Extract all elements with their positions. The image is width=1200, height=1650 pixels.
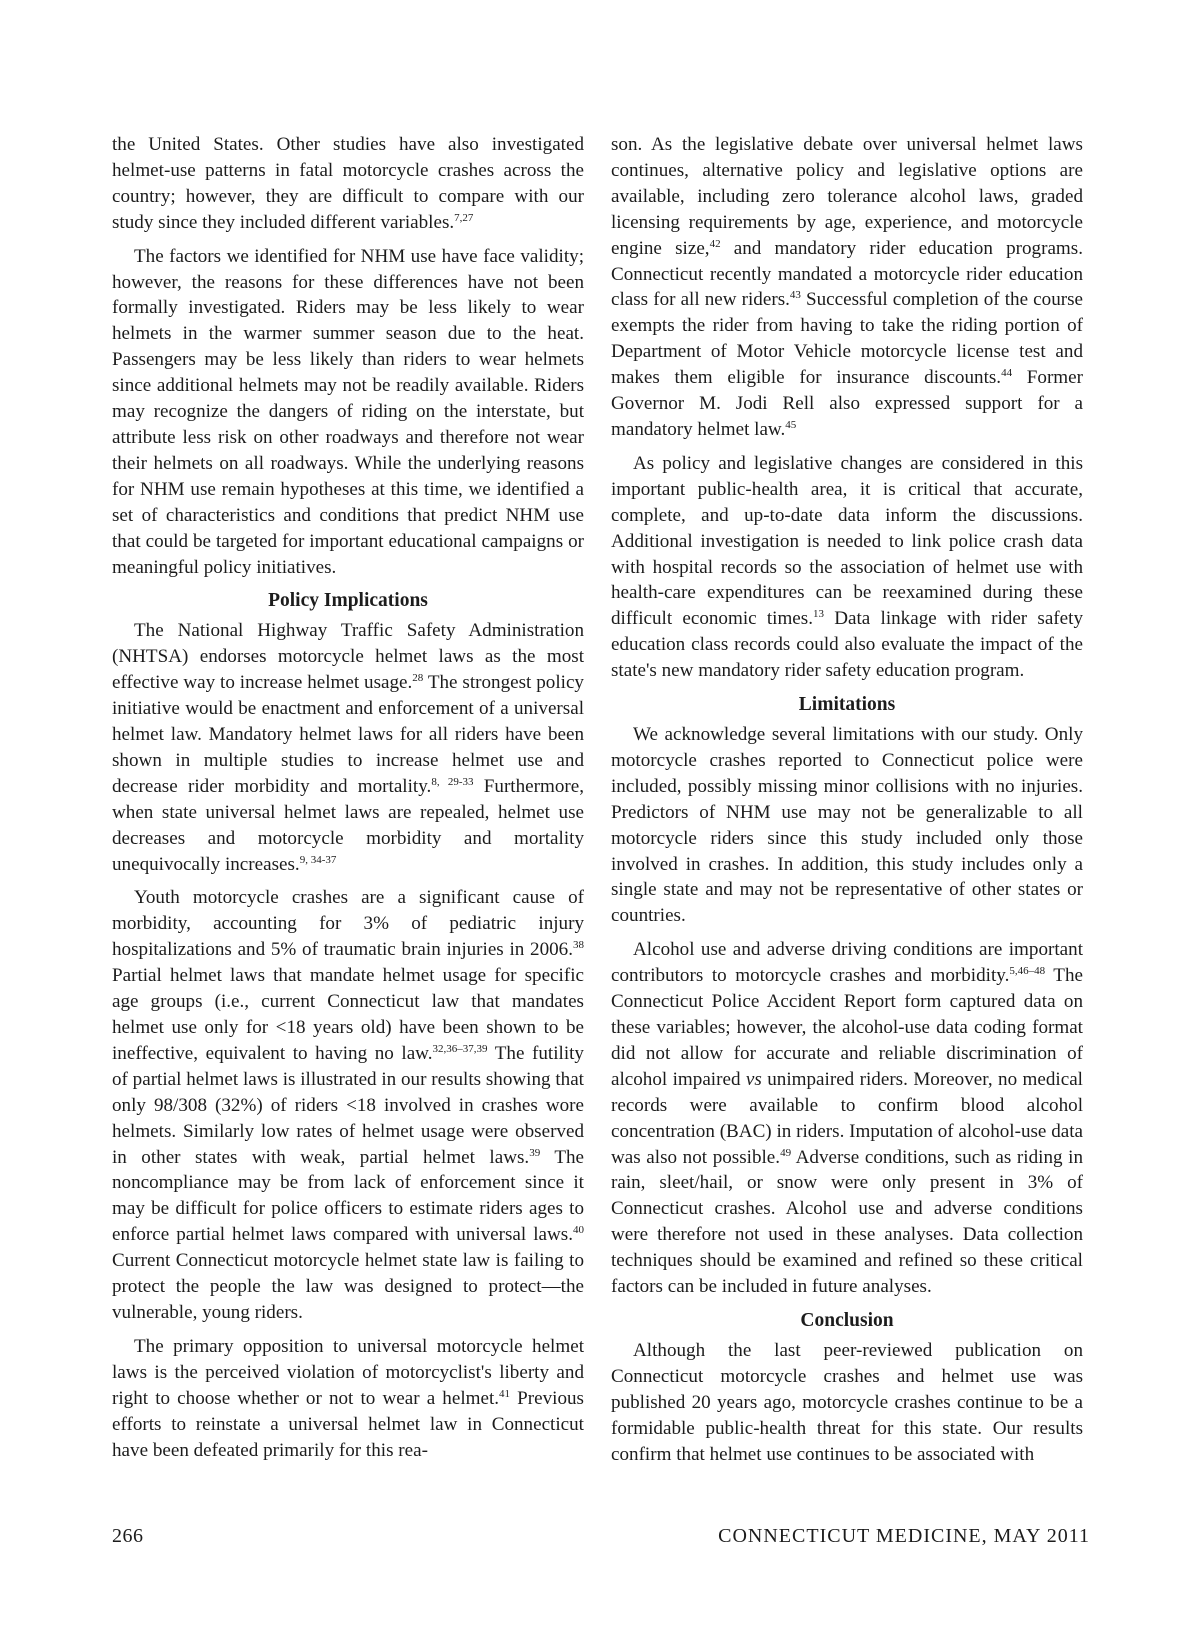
citation: 9, 34-37 bbox=[299, 853, 337, 866]
right-column bbox=[611, 132, 1083, 1476]
citation: 49 bbox=[780, 1146, 792, 1159]
paragraph: The primary opposition to universal motorcycle helmet laws is the perceived violation of motorcyclist's liberty and right to choose whether or not to wear a helmet.$^{41}$ Previous efforts to reinstate a universal helmet law in Connecticut have been defeated primarily for this rea- bbox=[112, 1335, 584, 1461]
citation: 42 bbox=[709, 237, 721, 250]
citation: 43 bbox=[789, 289, 801, 302]
section-heading-limitations: Limitations bbox=[798, 694, 896, 716]
citation: 13 bbox=[813, 608, 824, 621]
citation: 40 bbox=[573, 1224, 584, 1237]
citation: 28 bbox=[412, 672, 424, 685]
citation: 44 bbox=[1001, 367, 1013, 380]
page-number: 266 bbox=[112, 1525, 144, 1547]
citation: 5,46–48 bbox=[1009, 965, 1046, 978]
citation: 41 bbox=[499, 1387, 511, 1400]
left-column bbox=[112, 132, 584, 1471]
paragraph: The National Highway Traffic Safety Administration (NHTSA) endorses motorcycle helmet laws as the most effective way to increase helmet usage.$^{28}$ The strongest policy initiative would be enactment and enforcement of a universal helmet law. Mandatory helmet laws for all riders have been shown in multiple studies to increase helmet use and decrease rider morbidity and mortality.$^{8, 29-33}$ Furthermore, when state universal helmet laws are repealed, helmet use decreases and motorcycle morbidity and mortality unequivocally increases.$^{9, 34-37}$ bbox=[112, 620, 584, 875]
paragraph: Youth motorcycle crashes are a significant cause of morbidity, accounting for 3% of pediatric injury hospitalizations and 5% of traumatic brain injuries in 2006.38 Partial helmet laws that mandate helmet usage for specific age groups (i.e., current Connecticut law that mandates helmet use only for <18 years old) have been shown to be ineffective, equivalent to having no law.$^{32,36-37,39}$ The futility of partial helmet laws is illustrated in our results showing that only 98/308 (32%) of riders <18 involved in crashes wore helmets. Similarly low rates of helmet usage were observed in other states with weak, partial helmet laws.$^{39}$ The noncompliance may be from lack of enforcement since it may be difficult for police officers to estimate riders ages to enforce partial helmet laws compared with universal laws.$^{40}$ Current Connecticut motorcycle helmet state law is failing to protect the people the law was designed to protect—the vulnerable, young riders. bbox=[112, 887, 584, 1323]
paragraph: Alcohol use and adverse driving conditions are important contributors to motorcycle crashes and morbidity.$^{5,46-48}$ The Connecticut Police Accident Report form captured data on these variables; however, the alcohol-use data coding format did not allow for accurate and reliable discrimination of alcohol impaired vs unimpaired riders. Moreover, no medical records were available to confirm blood alcohol concentration (BAC) in riders. Imputation of alcohol-use data was also not possible.$^{49}$ Adverse conditions, such as riding in rain, sleet/hail, or snow were only present in 3% of Connecticut crashes. Alcohol use and adverse conditions were therefore not used in these analyses. Data collection techniques should be examined and refined so these critical factors can be included in future analyses. bbox=[611, 939, 1084, 1298]
citation: 32,36–37,39 bbox=[432, 1042, 488, 1055]
section-heading-conclusion: Conclusion bbox=[800, 1309, 894, 1331]
paragraph: son. As the legislative debate over universal helmet laws continues, alternative policy and legislative options are available, including zero tolerance alcohol laws, graded licensing requirements by age, experience, and motorcycle engine size,$^{42}$ and mandatory rider education programs. Connecticut recently mandated a motorcycle rider education class for all new riders.$^{43}$ Successful completion of the course exempts the rider from having to take the riding portion of Department of Motor Vehicle motorcycle license test and makes them eligible for insurance discounts.$^{44}$ Former Governor M. Jodi Rell also expressed support for a mandatory helmet law.$^{45}$ bbox=[611, 134, 1083, 440]
paragraph: The factors we identified for NHM use have face validity; however, the reasons for these differences have not been formally investigated. Riders may be less likely to wear helmets in the warmer summer season due to the heat. Passengers may be less likely than riders to wear helmets since additional helmets may not be readily available. Riders may recognize the dangers of riding on the interstate, but attribute less risk on other roadways and therefore not wear their helmets on all roadways. While the underlying reasons for NHM use remain hypotheses at this time, we identified a set of characteristics and conditions that predict NHM use that could be targeted for important educational campaigns or meaningful policy initiatives. bbox=[112, 245, 584, 578]
citation: 38 bbox=[573, 939, 584, 952]
citation: 39 bbox=[529, 1146, 541, 1159]
citation: 45 bbox=[785, 418, 797, 431]
paragraph: We acknowledge several limitations with our study. Only motorcycle crashes reported to Connecticut police were included, possibly missing minor collisions with no injuries. Predictors of NHM use may not be generalizable to all motorcycle riders since this study included only those involved in crashes. In addition, this study includes only a single state and may not be representative of other states or countries. bbox=[611, 724, 1083, 927]
paragraph: the United States. Other studies have also investigated helmet-use patterns in fatal motorcycle crashes across the country; however, they are difficult to compare with our study since they included different variables.$^{7,27}$ bbox=[112, 134, 584, 233]
italic-vs: vs bbox=[745, 1068, 762, 1090]
journal-running-footer: CONNECTICUT MEDICINE, MAY 2011 bbox=[718, 1525, 1090, 1547]
paragraph: Although the last peer-reviewed publication on Connecticut motorcycle crashes and helmet use was published 20 years ago, motorcycle crashes continue to be a formidable public-health threat for this state. Our results confirm that helmet use continues to be associated with bbox=[611, 1339, 1083, 1465]
citation: 7,27 bbox=[454, 211, 474, 224]
citation: 8, 29-33 bbox=[431, 775, 474, 788]
section-heading-policy: Policy Implications bbox=[268, 590, 428, 612]
paragraph: As policy and legislative changes are considered in this important public-health area, it is critical that accurate, complete, and up-to-date data inform the discussions. Additional investigation is needed to link police crash data with hospital records so the association of helmet use with health-care expenditures can be reexamined during these difficult economic times.$^{13}$ Data linkage with rider safety education class records could also evaluate the impact of the state's new mandatory rider safety education program. bbox=[611, 452, 1083, 682]
